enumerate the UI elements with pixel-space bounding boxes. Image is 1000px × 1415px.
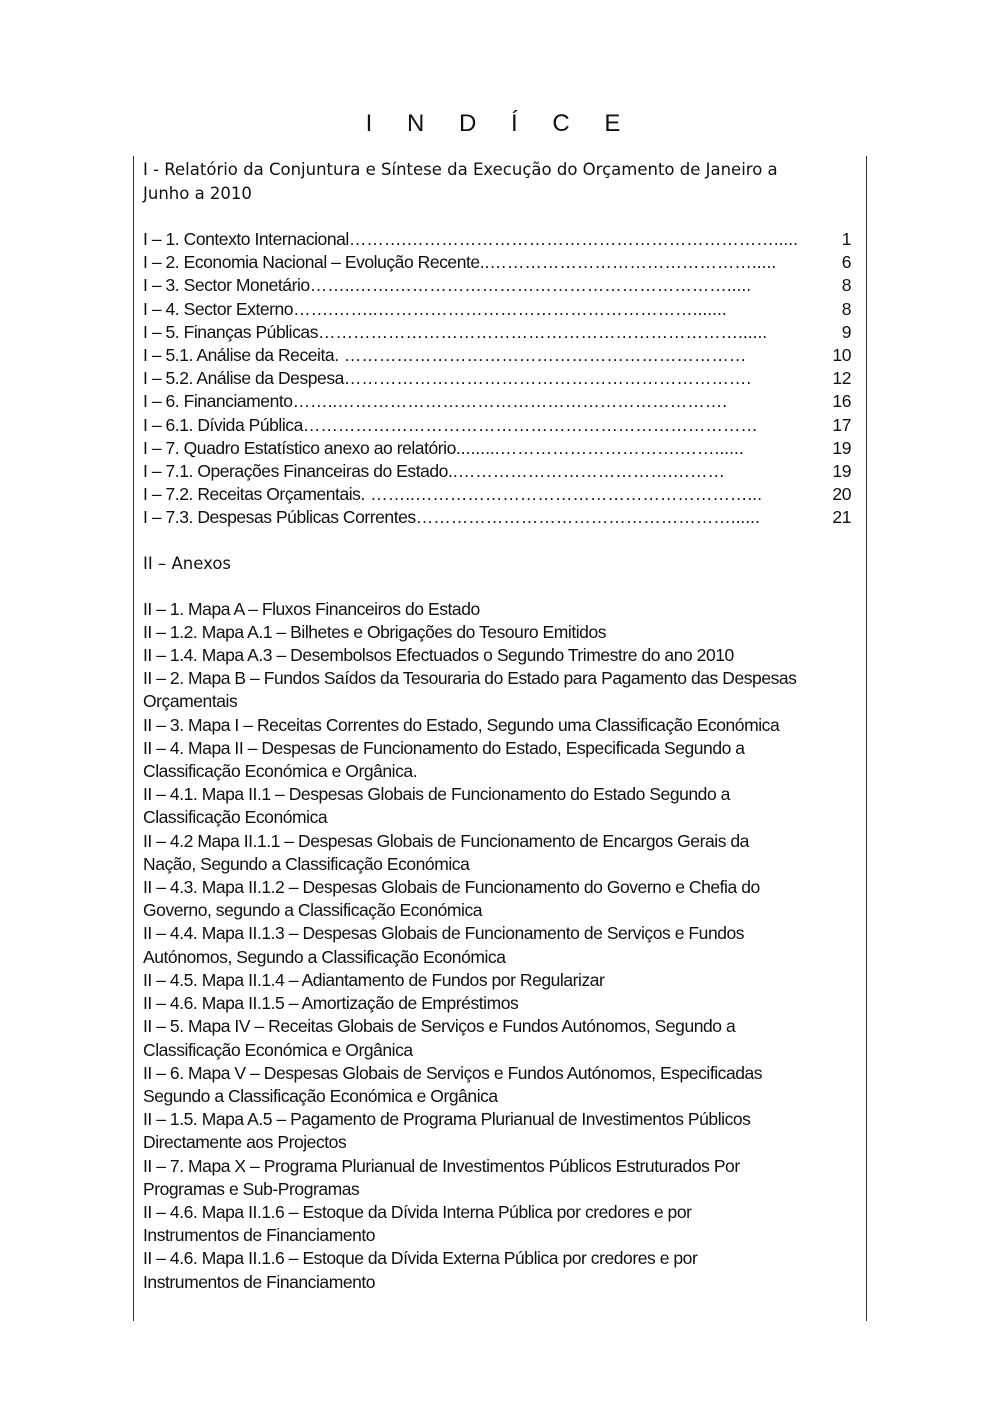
toc-entry-page-number: 19 (832, 437, 851, 458)
annex-list (143, 598, 863, 1294)
annex-entry[interactable] (143, 644, 863, 667)
toc-entry-page-number: 1 (841, 229, 851, 249)
toc-entry-leader: ……..…………………………………………………………. (292, 391, 728, 412)
toc-entry-label: I – 3. Sector Monetário (143, 275, 310, 296)
annex-entry-line: II – 4.3. Mapa II.1.2 – Despesas Globais de Funcionamento do Governo e Chefia do (143, 877, 760, 898)
toc-entry-page-number: 16 (832, 391, 851, 412)
annex-entry-line: II – 4.1. Mapa II.1 – Despesas Globais de Funcionamento do Estado Segundo a (143, 784, 730, 805)
annex-entry[interactable] (143, 598, 863, 621)
annex-entry[interactable] (143, 1108, 863, 1154)
annex-entry-line: II – 4.5. Mapa II.1.4 – Adiantamento de Fundos por Regularizar (143, 969, 605, 990)
toc-entry-page-number: 21 (832, 507, 851, 528)
toc-entry[interactable] (143, 228, 851, 251)
annex-entry[interactable] (143, 830, 863, 876)
toc-entry-label: I – 5.1. Análise da Receita (143, 345, 335, 366)
annex-entry-line: II – 4.6. Mapa II.1.6 – Estoque da Dívida Externa Pública por credores e por (143, 1248, 698, 1269)
annex-entry-line: Classificação Económica e Orgânica (143, 1039, 413, 1060)
annex-entry-line: II – 1.2. Mapa A.1 – Bilhetes e Obrigações do Tesouro Emitidos (143, 621, 607, 642)
toc-entry-page-number: 12 (832, 368, 851, 389)
toc-entry-label: I – 1. Contexto Internacional (143, 229, 349, 249)
toc-entry-leader: ……………………………………………………………. (343, 368, 752, 389)
toc-entry-page-number: 17 (832, 414, 851, 435)
annex-entry-line: II – 1.4. Mapa A.3 – Desembolsos Efectuados o Segundo Trimestre do ano 2010 (143, 645, 734, 666)
annex-entry-line: II – 7. Mapa X – Programa Plurianual de Investimentos Públicos Estruturados Por (143, 1155, 740, 1176)
toc-entry[interactable] (143, 274, 851, 297)
toc-entry[interactable] (143, 506, 851, 529)
annex-entry-line: Directamente aos Projectos (143, 1132, 347, 1153)
annex-entry-line: Governo, segundo a Classificação Económica (143, 900, 483, 921)
annex-entry-line: II – 4. Mapa II – Despesas de Funcionamento do Estado, Especificada Segundo a (143, 737, 745, 758)
annex-entry[interactable] (143, 1247, 863, 1293)
annex-entry[interactable] (143, 1062, 863, 1108)
section-2-heading: II – Anexos (143, 553, 232, 573)
page-title: I N D Í C E (365, 110, 635, 137)
index-content (143, 158, 863, 1294)
toc-entry-leader: ..………………………………………..... (479, 252, 777, 273)
annex-entry-line: Classificação Económica e Orgânica. (143, 761, 418, 782)
toc-entry-label: I – 7.2. Receitas Orçamentais (143, 484, 361, 505)
toc-entry[interactable] (143, 437, 851, 460)
annex-entry[interactable] (143, 783, 863, 829)
toc-entry[interactable] (143, 483, 851, 506)
annex-entry-line: II – 4.4. Mapa II.1.3 – Despesas Globais de Funcionamento de Serviços e Fundos (143, 923, 745, 944)
toc-entry-label: I – 2. Economia Nacional – Evolução Recente (143, 252, 480, 273)
section-1-heading-line-2: Junho a 2010 (143, 184, 252, 203)
toc-entry-label: I – 7. Quadro Estatístico anexo ao relatório (143, 437, 456, 458)
left-margin-rule (133, 156, 134, 1321)
toc-entry-label: I – 7.3. Despesas Públicas Correntes (143, 507, 416, 528)
toc-entry[interactable] (143, 390, 851, 413)
annex-entry-line: Autónomos, Segundo a Classificação Económica (143, 946, 506, 967)
annex-entry-line: II – 1. Mapa A – Fluxos Financeiros do Estado (143, 598, 480, 619)
annex-entry[interactable] (143, 1015, 863, 1061)
toc-entry[interactable] (143, 367, 851, 390)
toc-entry-page-number: 20 (832, 484, 851, 505)
toc-entry-leader: ………………………………………………………………...... (318, 321, 768, 342)
annex-entry-line: II – 4.6. Mapa II.1.6 – Estoque da Dívida Interna Pública por credores e por (143, 1201, 692, 1222)
toc-entry-label: I – 6. Financiamento (143, 391, 293, 412)
toc-entry[interactable] (143, 251, 851, 274)
annex-entry[interactable] (143, 667, 863, 713)
annex-entry[interactable] (143, 922, 863, 968)
toc-entry-page-number: 10 (832, 345, 851, 366)
toc-entry-label: I – 6.1. Dívida Pública (143, 414, 303, 435)
annex-entry-line: Instrumentos de Financiamento (143, 1271, 376, 1292)
annex-entry[interactable] (143, 969, 863, 992)
toc-entry-leader: ……..…….…………………………………………………..... (309, 275, 752, 296)
annex-entry[interactable] (143, 992, 863, 1015)
annex-entry-line: II – 4.2 Mapa II.1.1 – Despesas Globais de Funcionamento de Encargos Gerais da (143, 830, 749, 851)
toc-entry[interactable] (143, 298, 851, 321)
annex-entry-line: Programas e Sub-Programas (143, 1178, 360, 1199)
toc-entry-page-number: 6 (841, 252, 851, 273)
annex-entry[interactable] (143, 621, 863, 644)
toc-entry-page-number: 19 (832, 461, 851, 482)
toc-entry-label: I – 5.2. Análise da Despesa (143, 368, 344, 389)
annex-entry[interactable] (143, 1201, 863, 1247)
toc-entry-leader: ………………………………………………...... (415, 507, 760, 528)
annex-entry-line: II – 3. Mapa I – Receitas Correntes do Estado, Segundo uma Classificação Económica (143, 714, 780, 735)
toc-entry-leader: .........………………………….……...... (455, 437, 744, 458)
annex-entry[interactable] (143, 714, 863, 737)
section-1-heading (143, 158, 863, 206)
annex-entry[interactable] (143, 737, 863, 783)
annex-entry-line: Nação, Segundo a Classificação Económica (143, 853, 470, 874)
toc-entry-label: I – 5. Finanças Públicas (143, 321, 318, 342)
toc-entry-leader: …………………………………………………………………… (302, 414, 758, 435)
annex-entry-line: Instrumentos de Financiamento (143, 1225, 376, 1246)
annex-entry-line: II – 2. Mapa B – Fundos Saídos da Tesouraria do Estado para Pagamento das Despesas (143, 668, 797, 689)
toc-entry-leader: . …………………………………………………………… (334, 345, 747, 366)
toc-entry[interactable] (143, 344, 851, 367)
annex-entry[interactable] (143, 876, 863, 922)
toc-entry-leader: ……….………………………………………………………..... (348, 229, 799, 249)
toc-entry-page-number: 8 (841, 275, 851, 296)
toc-entry-leader: ..……………………………….……… (447, 461, 726, 482)
annex-entry-line: Classificação Económica (143, 807, 328, 828)
annex-entry-line: II – 1.5. Mapa A.5 – Pagamento de Programa Plurianual de Investimentos Públicos (143, 1109, 751, 1130)
toc-entry[interactable] (143, 321, 851, 344)
toc-entry-label: I – 7.1. Operações Financeiras do Estado (143, 461, 448, 482)
annex-entry-line: II – 5. Mapa IV – Receitas Globais de Serviços e Fundos Autónomos, Segundo a (143, 1016, 736, 1037)
toc-entry-page-number: 9 (841, 321, 851, 342)
toc-entry-label: I – 4. Sector Externo (143, 298, 294, 319)
annex-entry-line: II – 6. Mapa V – Despesas Globais de Serviços e Fundos Autónomos, Especificadas (143, 1062, 763, 1083)
section-1-heading-line-1: I - Relatório da Conjuntura e Síntese da Execução do Orçamento de Janeiro a (143, 160, 778, 179)
toc-entry[interactable] (143, 414, 851, 437)
annex-entry-line: II – 4.6. Mapa II.1.5 – Amortização de Empréstimos (143, 993, 519, 1014)
annex-entry[interactable] (143, 1155, 863, 1201)
toc-entry-page-number: 8 (841, 298, 851, 319)
right-margin-rule (866, 156, 867, 1321)
toc-entry[interactable] (143, 460, 851, 483)
annex-entry-line: Orçamentais (143, 691, 238, 712)
toc-entry-leader: …….……..………………………………………………....... (293, 298, 727, 319)
toc-entry-leader: . ……..…………………………………………………... (360, 484, 763, 505)
toc-list (143, 228, 863, 530)
annex-entry-line: Segundo a Classificação Económica e Orgânica (143, 1085, 498, 1106)
